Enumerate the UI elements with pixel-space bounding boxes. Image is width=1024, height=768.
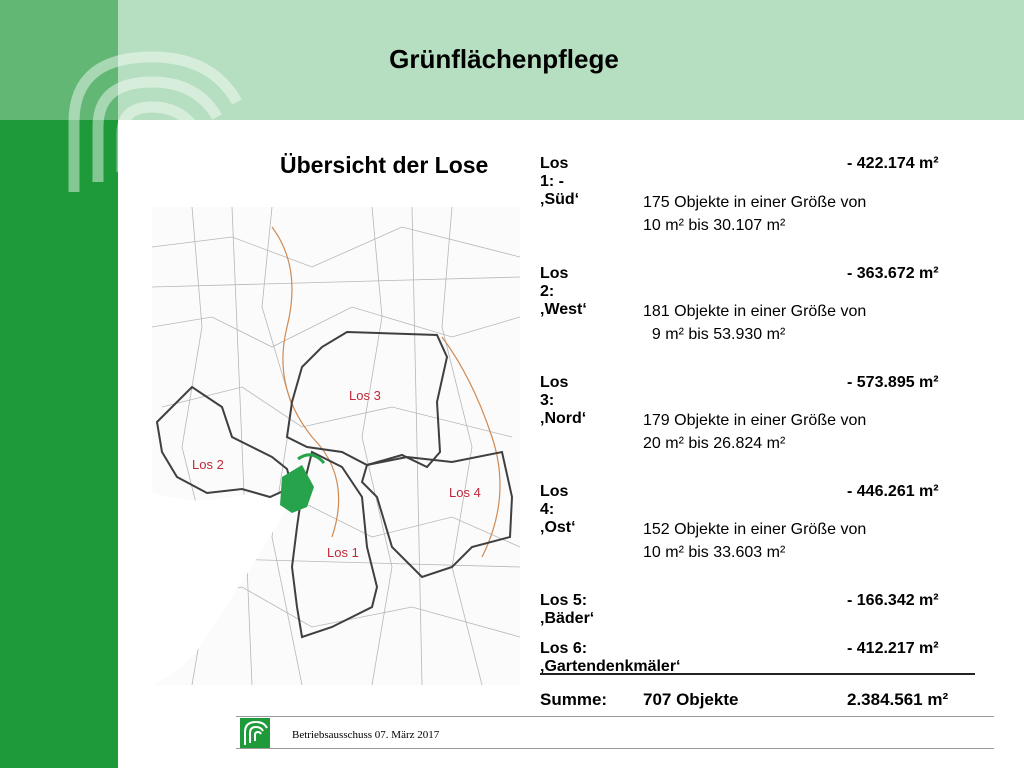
los-3-label: Los 3: ‚Nord‘ (540, 374, 587, 427)
los-1-detail-count: 175 Objekte in einer Größe von (643, 194, 867, 211)
map-label-los2: Los 2 (192, 457, 224, 472)
los-4-detail-range: 10 m² bis 33.603 m² (643, 544, 786, 561)
los-4-area: - 446.261 m² (847, 483, 939, 500)
los-3-detail-range: 20 m² bis 26.824 m² (643, 435, 786, 452)
sum-divider (540, 673, 975, 675)
los-5-label: Los 5: ‚Bäder‘ (540, 592, 595, 627)
city-map (152, 207, 520, 685)
los-3-detail-count: 179 Objekte in einer Größe von (643, 412, 867, 429)
los-1-detail-range: 10 m² bis 30.107 m² (643, 217, 786, 234)
summe-total: 2.384.561 m² (847, 690, 949, 709)
summe-objects: 707 Objekte (643, 690, 739, 709)
map-label-los3: Los 3 (349, 388, 381, 403)
los-2-details (643, 300, 866, 346)
footer-bottom-line (236, 748, 994, 749)
section-subtitle: Übersicht der Lose (280, 152, 489, 178)
los-3-details (643, 409, 866, 455)
los-4-label: Los 4: ‚Ost‘ (540, 483, 576, 536)
summe-label: Summe: (540, 690, 608, 709)
arch-logo-small-icon (240, 718, 270, 748)
los-1-details (643, 191, 866, 237)
los-2-detail-count: 181 Objekte in einer Größe von (643, 303, 867, 320)
footer-text: Betriebsausschuss 07. März 2017 (292, 729, 440, 741)
map-label-los4: Los 4 (449, 485, 481, 500)
los-6-area: - 412.217 m² (847, 640, 939, 657)
los-3-area: - 573.895 m² (847, 374, 939, 391)
map-label-los1: Los 1 (327, 545, 359, 560)
los-4-detail-count: 152 Objekte in einer Größe von (643, 521, 867, 538)
los-1-area: - 422.174 m² (847, 155, 939, 172)
los-6-label: Los 6: ‚Gartendenkmäler‘ (540, 640, 681, 675)
los-2-label: Los 2: ‚West‘ (540, 265, 587, 318)
los-4-details (643, 518, 866, 564)
page-title: Grünflächenpflege (389, 44, 619, 74)
los-2-area: - 363.672 m² (847, 265, 939, 282)
los-2-detail-range: 9 m² bis 53.930 m² (643, 326, 786, 343)
los-1-label: Los 1: - ‚Süd‘ (540, 155, 580, 208)
footer-top-line (236, 716, 994, 717)
los-5-area: - 166.342 m² (847, 592, 939, 609)
